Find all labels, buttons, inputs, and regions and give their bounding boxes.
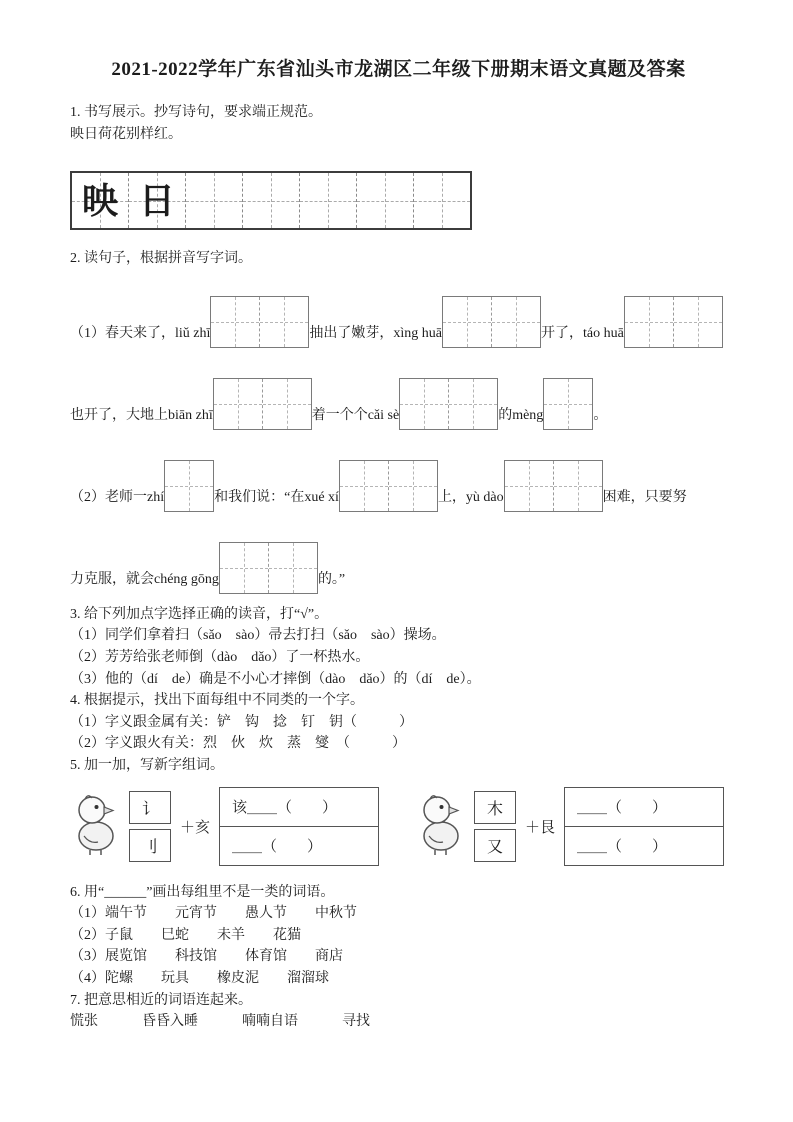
writing-cell (72, 173, 129, 228)
q3-item-1: （1）同学们拿着扫（sǎo sào）帚去打扫（sǎo sào）操场。 (70, 628, 446, 644)
chick-icon (70, 793, 122, 860)
q2-line-2 (70, 378, 727, 430)
pinyin-cell (220, 543, 269, 593)
q5-answer-row[interactable]: ＿＿（ ） (232, 839, 323, 856)
copybook-char: 日 (138, 180, 175, 221)
q2-text-segment: 抽出了嫩芽，xìng huā (309, 325, 442, 341)
plus-radical-label: ＋亥 (180, 819, 211, 836)
q3-item-2: （2）芳芳给张老师倒（dào dǎo）了一杯热水。 (70, 649, 370, 665)
q6-item-4: （4）陀螺 玩具 橡皮泥 溜溜球 (70, 970, 329, 986)
q2-text-segment: 开了，táo huā (541, 325, 624, 341)
q3-item-3: （3）他的（dí de）确是不小心才摔倒（dào dǎo）的（dí de）。 (70, 671, 481, 687)
q7-header: 7. 把意思相近的词语连起来。 (70, 992, 252, 1008)
pinyin-cell (211, 297, 260, 347)
q2-line-4 (70, 542, 727, 594)
pinyin-answer-grid[interactable] (504, 460, 603, 512)
q1-poem-line: 映日荷花别样红。 (70, 126, 182, 142)
q5-group-right (415, 787, 724, 866)
pinyin-answer-grid[interactable] (339, 460, 438, 512)
q2-text-segment: （1）春天来了，liǔ zhī (70, 325, 211, 341)
pinyin-cell (674, 297, 722, 347)
q2-text-segment: 的mèng (498, 407, 544, 423)
q2-text-segment: （2）老师一zhí (70, 489, 165, 505)
plus-radical-label: ＋艮 (525, 819, 556, 836)
pinyin-cell (449, 379, 497, 429)
writing-cell (129, 173, 186, 228)
pinyin-answer-grid[interactable] (219, 542, 318, 594)
q2-line-3 (70, 460, 727, 512)
page-title: 2021-2022学年广东省汕头市龙湖区二年级下册期末语文真题及答案 (111, 59, 686, 80)
pinyin-cell (269, 543, 317, 593)
q2-text-segment: 。 (593, 407, 608, 423)
q5-group-left (70, 787, 379, 866)
radical-box-top: 讠 (129, 791, 171, 824)
pinyin-cell (492, 297, 540, 347)
writing-cell (357, 173, 414, 228)
q1-writing-grid[interactable] (70, 171, 472, 230)
pinyin-answer-grid[interactable] (399, 378, 498, 430)
pinyin-cell (505, 461, 554, 511)
q5-header: 5. 加一加，写新字组词。 (70, 757, 224, 773)
pinyin-cell (165, 461, 213, 511)
writing-cell (414, 173, 470, 228)
pinyin-answer-grid[interactable] (442, 296, 541, 348)
pinyin-cell (443, 297, 492, 347)
q5-answer-row[interactable]: ＿＿（ ） (577, 839, 668, 856)
q7-word[interactable]: 寻找 (342, 1014, 370, 1030)
q3-header: 3. 给下列加点字选择正确的读音，打“√”。 (70, 606, 329, 622)
q2-text-segment: 也开了，大地上biān zhī (70, 407, 213, 423)
radical-box-bottom: 又 (474, 829, 516, 862)
pinyin-cell (625, 297, 674, 347)
pinyin-cell (260, 297, 308, 347)
q6-item-2: （2）子鼠 巳蛇 未羊 花猫 (70, 927, 301, 943)
q5-answer-box (219, 787, 379, 866)
q1-header: 1. 书写展示。抄写诗句，要求端正规范。 (70, 105, 322, 120)
radical-column (474, 791, 516, 862)
q5-answer-box (564, 787, 724, 866)
q2-header: 2. 读句子，根据拼音写字词。 (70, 251, 252, 267)
q2-text-segment: 的。” (317, 571, 346, 587)
pinyin-answer-grid[interactable] (164, 460, 214, 512)
pinyin-cell (554, 461, 602, 511)
radical-box-top: 木 (474, 791, 516, 824)
q2-text-segment: 困难，只要努 (602, 489, 687, 505)
q4-item-2: （2）字义跟火有关：烈 伙 炊 蒸 燮 （ ） (70, 736, 406, 752)
q4-header: 4. 根据提示，找出下面每组中不同类的一个字。 (70, 693, 364, 709)
q5-answer-row[interactable]: ＿＿（ ） (565, 788, 723, 827)
q2-text-segment: 力克服，就会chéng gōng (70, 571, 219, 587)
q2-text-segment: 着一个个cǎi sè (311, 407, 400, 423)
q7-word[interactable]: 慌张 (70, 1014, 98, 1030)
pinyin-cell (400, 379, 449, 429)
q6-item-1: （1）端午节 元宵节 愚人节 中秋节 (70, 906, 357, 922)
pinyin-answer-grid[interactable] (624, 296, 723, 348)
q6-header: 6. 用“______”画出每组里不是一类的词语。 (70, 884, 335, 900)
q6-item-3: （3）展览馆 科技馆 体育馆 商店 (70, 949, 343, 965)
q5-answer-row[interactable]: 该＿＿（ ） (220, 788, 378, 827)
pinyin-answer-grid[interactable] (210, 296, 309, 348)
writing-cell (186, 173, 243, 228)
copybook-char: 映 (81, 180, 118, 221)
q7-word[interactable]: 昏昏入睡 (142, 1014, 198, 1030)
pinyin-cell (389, 461, 437, 511)
writing-cell (243, 173, 300, 228)
q2-text-segment: 上，yù dào (437, 489, 504, 505)
chick-icon (415, 793, 467, 860)
q7-word[interactable]: 喃喃自语 (242, 1014, 298, 1030)
q5-diagram (70, 787, 727, 866)
pinyin-cell (340, 461, 389, 511)
q2-line-1 (70, 296, 727, 348)
writing-cell (300, 173, 357, 228)
pinyin-cell (263, 379, 311, 429)
q7-connect-words (70, 1011, 727, 1033)
radical-column (129, 791, 171, 862)
radical-box-bottom: 刂 (129, 829, 171, 862)
pinyin-cell (544, 379, 592, 429)
pinyin-answer-grid[interactable] (543, 378, 593, 430)
pinyin-cell (214, 379, 263, 429)
pinyin-answer-grid[interactable] (213, 378, 312, 430)
q4-item-1: （1）字义跟金属有关：铲 钩 捻 钉 钥（ ） (70, 714, 413, 730)
q2-text-segment: 和我们说：“在xué xí (214, 489, 339, 505)
